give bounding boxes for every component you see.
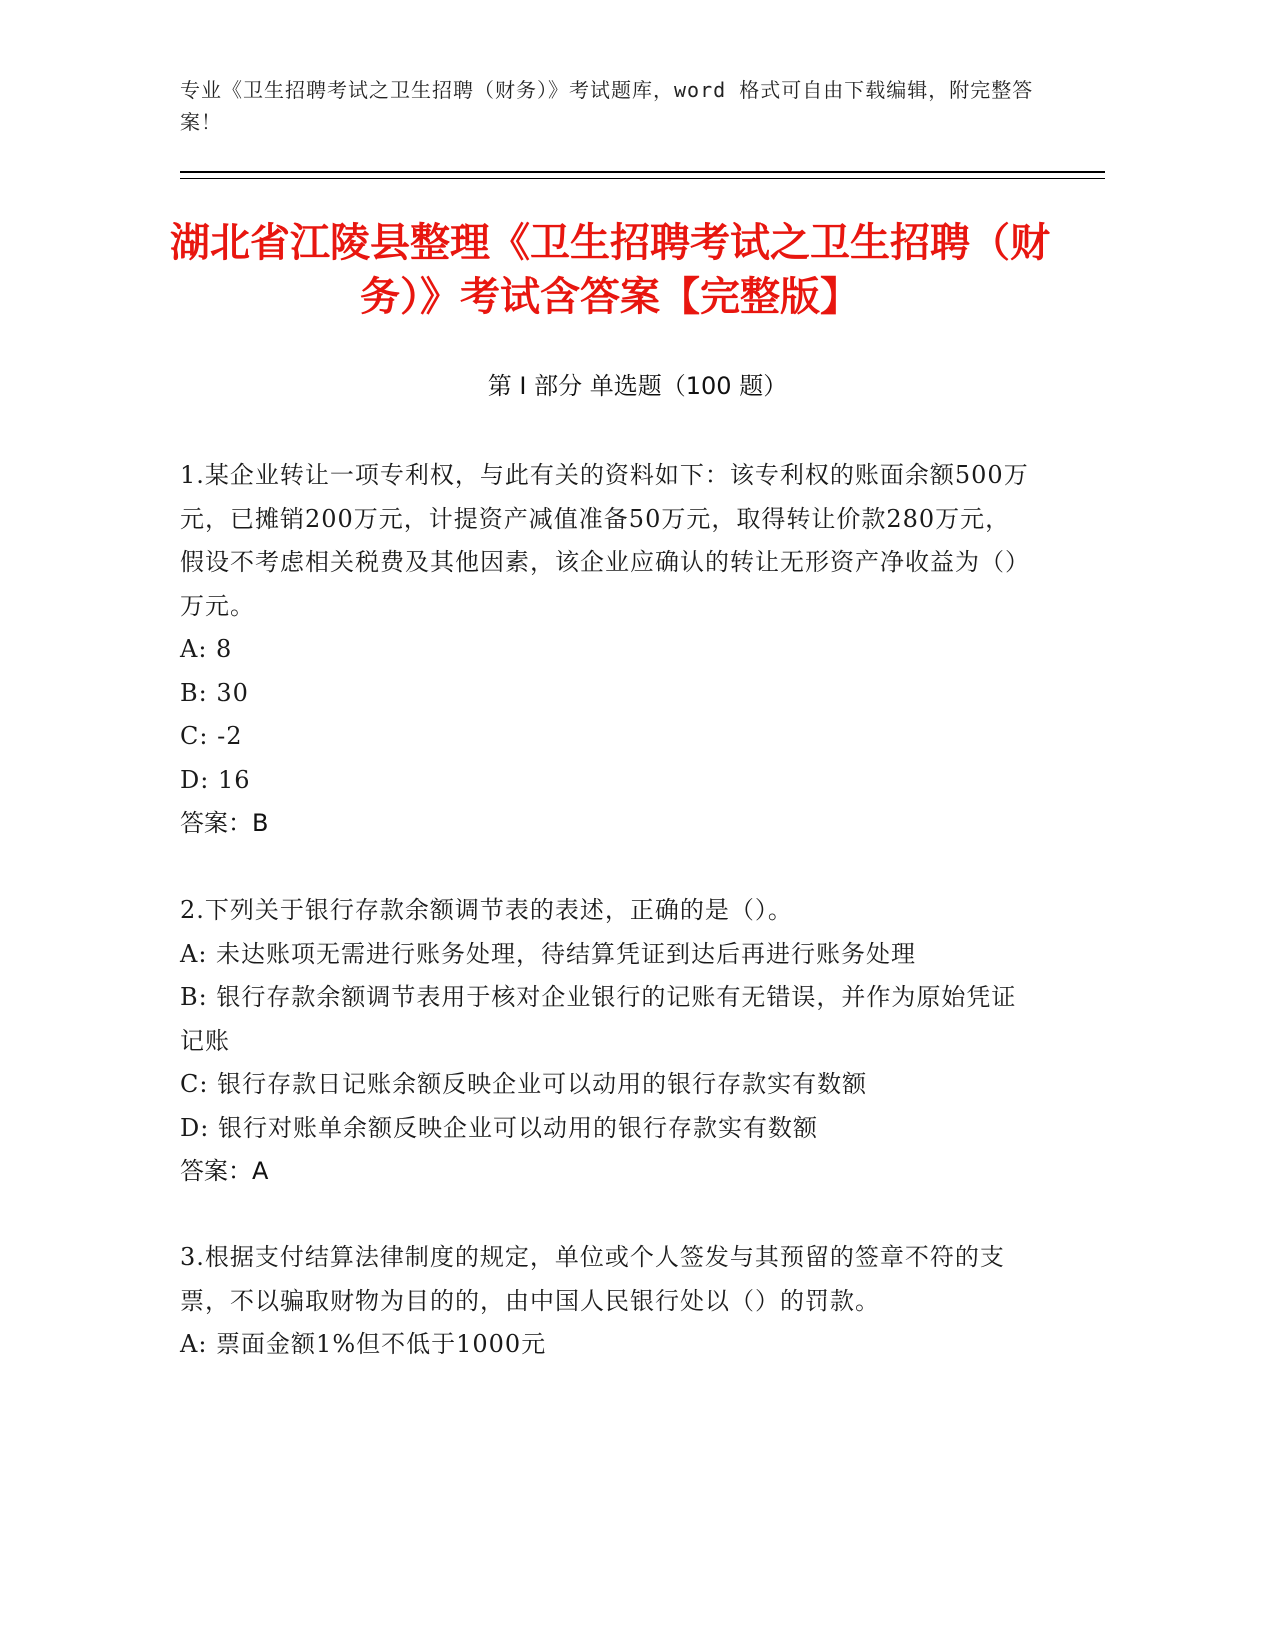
option-c: C: -2 xyxy=(180,722,243,750)
section-heading: 第 I 部分 单选题（100 题） xyxy=(487,372,788,400)
option-b: B: 30 xyxy=(180,678,249,707)
question-stem: 1.某企业转让一项专利权，与此有关的资料如下：该专利权的账面余额500万元，已摊销200万元，计提资产减值准备50万元，取得转让价款280万元，假设不考虑相关税费及其他因素，该企业应确认的转让无形资产净收益为（）万元。 xyxy=(180,461,1030,620)
option-d: D: 16 xyxy=(180,765,251,794)
header-divider-thin xyxy=(180,178,1105,179)
option-d: D: 银行对账单余额反映企业可以动用的银行存款实有数额 xyxy=(180,1113,818,1142)
question-1 xyxy=(180,454,1030,846)
question-3 xyxy=(180,1236,1030,1367)
question-stem: 2.下列关于银行存款余额调节表的表述，正确的是（）。 xyxy=(180,896,793,924)
document-title: 湖北省江陵县整理《卫生招聘考试之卫生招聘（财务）》考试含答案【完整版】 xyxy=(170,220,1050,320)
page-header: 专业《卫生招聘考试之卫生招聘（财务）》考试题库，word 格式可自由下载编辑，附完整答案！ xyxy=(180,78,1034,134)
question-stem: 3.根据支付结算法律制度的规定，单位或个人签发与其预留的签章不符的支票，不以骗取财物为目的的，由中国人民银行处以（）的罚款。 xyxy=(180,1243,1005,1315)
option-a: A: 未达账项无需进行账务处理，待结算凭证到达后再进行账务处理 xyxy=(180,939,917,968)
option-a: A: 票面金额1%但不低于1000元 xyxy=(180,1330,547,1358)
answer: 答案：A xyxy=(180,1157,269,1185)
option-c: C: 银行存款日记账余额反映企业可以动用的银行存款实有数额 xyxy=(180,1070,868,1098)
option-b: B: 银行存款余额调节表用于核对企业银行的记账有无错误，并作为原始凭证记账 xyxy=(180,983,1017,1055)
question-2 xyxy=(180,889,1030,1194)
answer: 答案：B xyxy=(180,809,269,837)
header-divider-thick xyxy=(180,171,1105,173)
option-a: A: 8 xyxy=(180,635,233,663)
